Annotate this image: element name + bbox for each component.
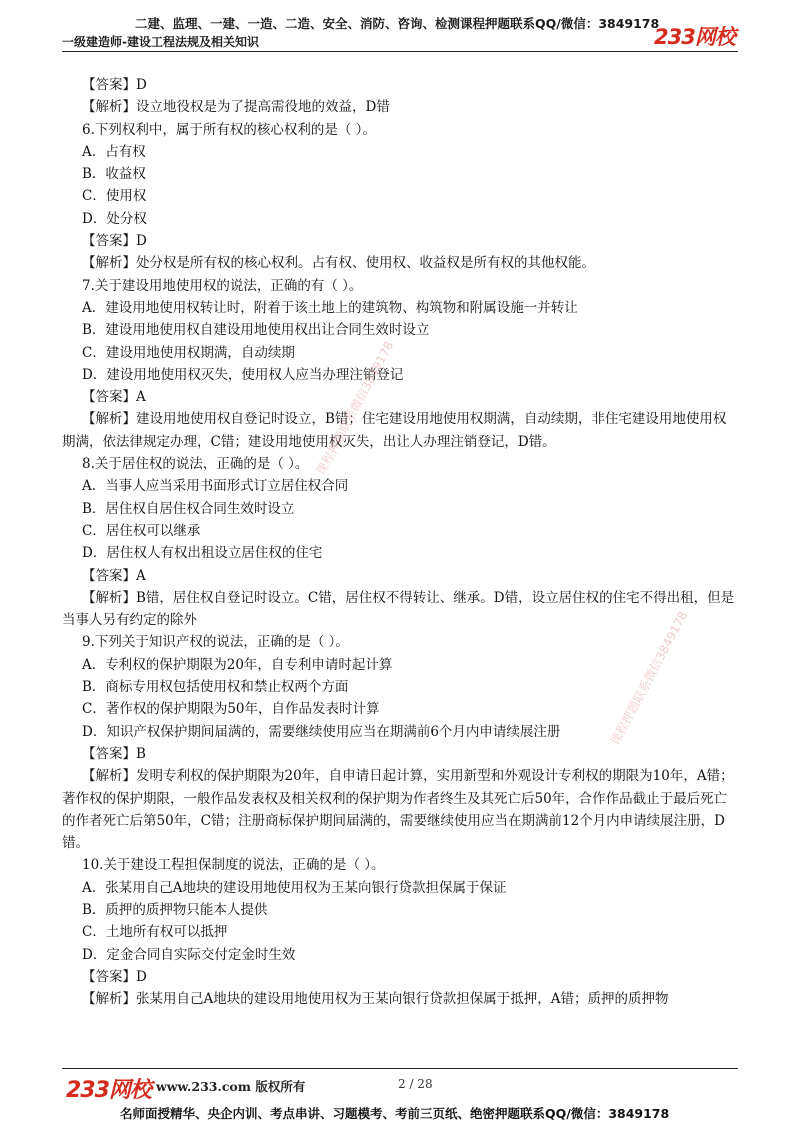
- explanation-paragraph: 【解析】发明专利权的保护期限为20年，自申请日起计算，实用新型和外观设计专利权的期限为10年，A错；著作权的保护期限，一般作品发表权及相关权利的保护期为作者终生及其死亡后50年，合作作品截止于最后死亡的作者死亡后第50年，C错；注册商标保护期间届满的，需要继续使用应当在期满前12个月内申请续展注册，D错。: [62, 768, 734, 852]
- header-course-title: 一级建造师-建设工程法规及相关知识: [62, 35, 259, 49]
- option-a: A．张某用自己A地块的建设用地使用权为王某向银行贷款担保属于保证: [82, 879, 507, 896]
- option-b: B．建设用地使用权自建设用地使用权出让合同生效时设立: [82, 322, 430, 339]
- option-a: A．建设用地使用权转让时，附着于该土地上的建筑物、构筑物和附属设施一并转让: [82, 299, 578, 316]
- question-9: 9.下列关于知识产权的说法，正确的是（ ）。: [82, 634, 349, 651]
- option-c: C．使用权: [82, 188, 147, 205]
- option-c: C．建设用地使用权期满，自动续期: [82, 344, 295, 361]
- header-divider: [62, 51, 738, 52]
- option-b: B．质押的质押物只能本人提供: [82, 901, 268, 918]
- option-d: D．建设用地使用权灭失，使用权人应当办理注销登记: [82, 366, 404, 383]
- explanation-paragraph: 【解析】B错，居住权自登记时设立。C错，居住权不得转让、继承。D错，设立居住权的住宅不得出租，但是当事人另有约定的除外: [62, 589, 735, 629]
- option-b: B．商标专用权包括使用权和禁止权两个方面: [82, 679, 349, 696]
- header-contact-line: 二建、监理、一建、一造、二造、安全、消防、咨询、检测课程押题联系QQ/微信：3849178: [135, 16, 660, 31]
- option-a: A．专利权的保护期限为20年，自专利申请时起计算: [82, 656, 393, 673]
- footer-contact-note: 名师面授精华、央企内训、考点串讲、习题模考、考前三页纸、绝密押题联系QQ/微信：3849178: [120, 1106, 670, 1121]
- option-b: B．收益权: [82, 166, 146, 183]
- question-10: 10.关于建设工程担保制度的说法，正确的是（ ）。: [82, 857, 385, 874]
- footer-divider: [62, 1068, 738, 1069]
- option-a: A．占有权: [82, 143, 146, 160]
- question-7: 7.关于建设用地使用权的说法，正确的有（ ）。: [82, 277, 363, 294]
- page-number: 2 / 28: [398, 1077, 433, 1091]
- explanation-line: 【解析】处分权是所有权的核心权利。占有权、使用权、收益权是所有权的其他权能。: [82, 255, 595, 272]
- option-a: A．当事人应当采用书面形式订立居住权合同: [82, 478, 349, 495]
- explanation-line: 【解析】张某用自己A地块的建设用地使用权为王某向银行贷款担保属于抵押，A错；质押的质押物: [82, 991, 669, 1008]
- footer-site-copyright: www.233.com 版权所有: [156, 1079, 306, 1094]
- answer-line: 【答案】B: [82, 745, 146, 762]
- watermark-text: 课程押题联系微信3849178: [313, 338, 397, 478]
- question-6: 6.下列权利中，属于所有权的核心权利的是（ ）。: [82, 121, 376, 138]
- option-d: D．定金合同自实际交付定金时生效: [82, 946, 296, 963]
- option-c: C．土地所有权可以抵押: [82, 924, 228, 941]
- document-body: [62, 74, 738, 1010]
- option-d: D．处分权: [82, 210, 147, 227]
- question-8: 8.关于居住权的说法，正确的是（ ）。: [82, 456, 309, 473]
- watermark-text: 课程押题联系微信3849178: [607, 608, 691, 748]
- answer-line: 【答案】D: [82, 77, 147, 93]
- option-c: C．著作权的保护期限为50年，自作品发表时计算: [82, 701, 380, 718]
- answer-line: 【答案】D: [82, 233, 147, 250]
- answer-line: 【答案】A: [82, 567, 146, 584]
- option-d: D．知识产权保护期间届满的，需要继续使用应当在期满前6个月内申请续展注册: [82, 723, 561, 740]
- option-b: B．居住权自居住权合同生效时设立: [82, 500, 295, 517]
- answer-line: 【答案】D: [82, 968, 147, 985]
- explanation-paragraph: 【解析】建设用地使用权自登记时设立，B错；住宅建设用地使用权期满，自动续期，非住宅建设用地使用权期满，依法律规定办理，C错；建设用地使用权灭失，出让人办理注销登记，D错。: [62, 411, 727, 450]
- explanation-line: 【解析】设立地役权是为了提高需役地的效益，D错: [82, 99, 390, 116]
- answer-line: 【答案】A: [82, 389, 146, 406]
- option-d: D．居住权人有权出租设立居住权的住宅: [82, 545, 323, 562]
- brand-logo: 233网校: [654, 25, 735, 49]
- footer-brand-logo: 233网校: [66, 1078, 151, 1103]
- option-c: C．居住权可以继承: [82, 522, 201, 539]
